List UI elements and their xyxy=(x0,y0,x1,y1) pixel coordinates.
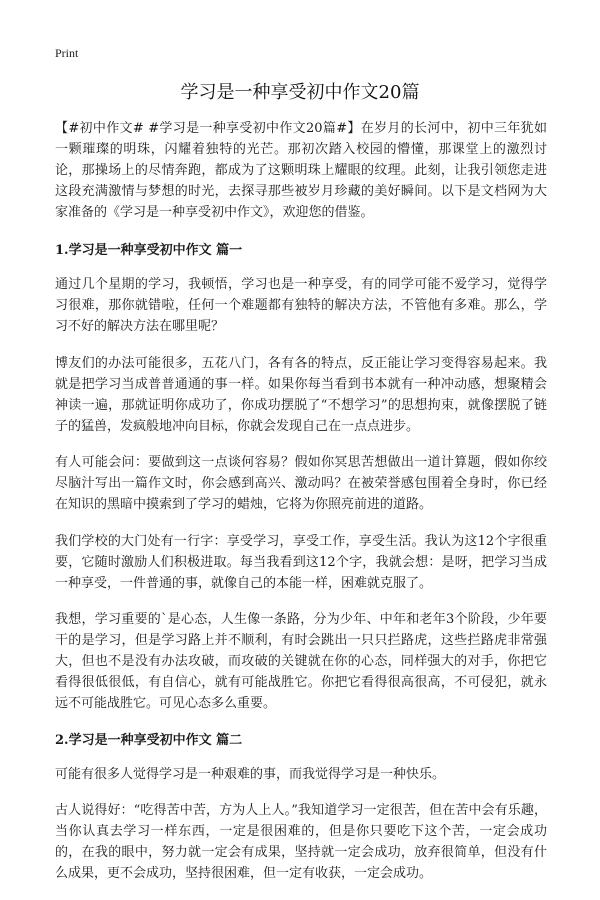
paragraph: 有人可能会问：要做到这一点谈何容易？假如你冥思苦想做出一道计算题，假如你绞尽脑汁写出一篇作文时，你会感到高兴、激动吗？在被荣誉感包围着全身时，你已经在知识的黑暗中摸索到了学习的蜡烛，它将为你照亮前进的道路。 xyxy=(55,455,547,512)
paragraph: 我想，学习重要的`是心态，人生像一条路，分为少年、中年和老年3个阶段，少年要干的是学习，但是学习路上并不顺利，有时会跳出一只只拦路虎，这些拦路虎非常强大，但也不是没有办法攻破，而攻破的关键就在你的心态，同样强大的对手，你把它看得很低很低，有自信心，就有可能战胜它。你把它看得很高很高，不可侵犯，就永远不可能战胜它。可见心态多么重要。 xyxy=(55,612,547,711)
print-link[interactable]: Print xyxy=(55,46,79,60)
article-body xyxy=(55,118,547,900)
section-heading-1: 1.学习是一种享受初中作文 篇一 xyxy=(55,243,243,258)
page-title: 学习是一种享受初中作文20篇 xyxy=(180,82,420,103)
paragraph: 我们学校的大门处有一行字：享受学习，享受工作，享受生活。我认为这12个字很重要，它随时激励人们积极进取。每当我看到这12个字，我就会想：是呀，把学习当成一种享受，一件普通的事，就像自己的本能一样，困难就克服了。 xyxy=(55,533,547,591)
section-heading-2: 2.学习是一种享受初中作文 篇二 xyxy=(55,732,243,748)
intro-paragraph: 【#初中作文# #学习是一种享受初中作文20篇#】在岁月的长河中，初中三年犹如一颗璀璨的明珠，闪耀着独特的光芒。那初次踏入校园的懵懂，那课堂上的激烈讨论，那操场上的尽情奔跑，都成为了这颗明珠上耀眼的纹理。此刻，让我引领您走进这段充满激情与梦想的时光，去探寻那些被岁月珍藏的美好瞬间。以下是文档网为大家准备的《学习是一种享受初中作文》，欢迎您的借鉴。 xyxy=(55,121,547,220)
paragraph: 博友们的办法可能很多，五花八门，各有各的特点，反正能让学习变得容易起来。我就是把学习当成普普通通的事一样。如果你每当看到书本就有一种冲动感，想聚精会神读一遍，那就证明你成功了，你成功摆脱了“不想学习”的思想拘束，就像摆脱了链子的猛兽，发疯般地冲向目标，你就会发现自己在一点点进步。 xyxy=(55,355,547,434)
paragraph: 古人说得好：“吃得苦中苦，方为人上人。”我知道学习一定很苦，但在苦中会有乐趣，当你认真去学习一样东西，一定是很困难的，但是你只要吃下这个苦，一定会成功的，在我的眼中，努力就一定会有成果，坚持就一定会成功，放弃很简单，但没有什么成果，更不会成功，坚持很困难，但一定有收获，一定会成功。 xyxy=(55,803,547,881)
paragraph: 通过几个星期的学习，我顿悟，学习也是一种享受，有的同学可能不爱学习，觉得学习很难，那你就错啦，任何一个难题都有独特的解决方法，不管他有多难。那么，学习不好的解决方法在哪里呢？ xyxy=(55,277,547,334)
paragraph: 可能有很多人觉得学习是一种艰难的事，而我觉得学习是一种快乐。 xyxy=(55,766,446,782)
